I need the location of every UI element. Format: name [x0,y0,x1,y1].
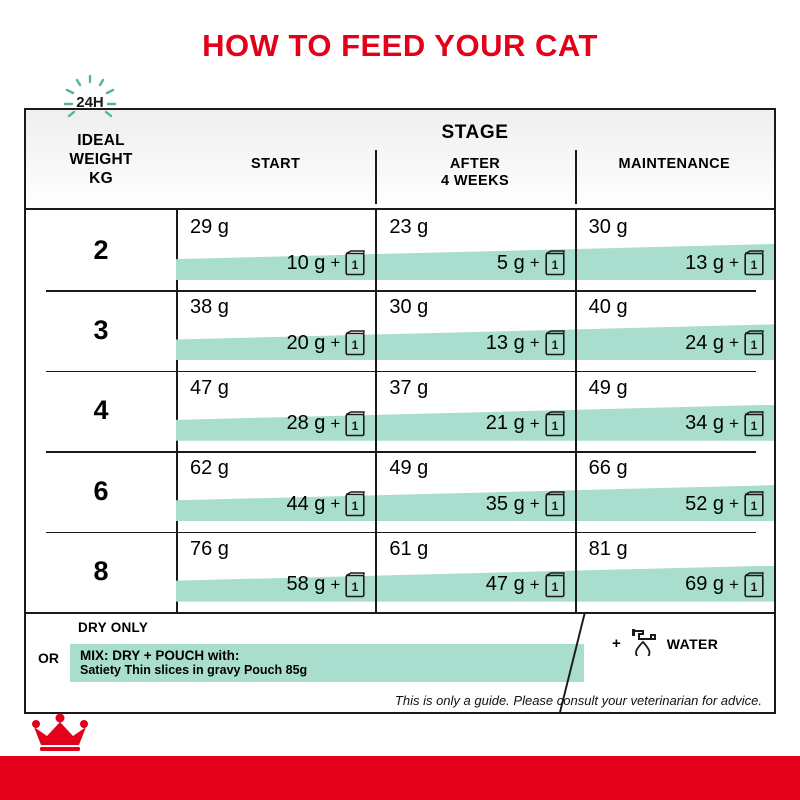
mix-amount: 13 g [485,331,525,354]
row-weight: 2 [93,234,109,265]
plus-sign: + [729,574,739,594]
plus-sign: + [529,494,540,514]
dry-amount: 30 g [588,216,628,238]
cell-after-4-weeks [375,451,574,531]
pouch-icon [345,411,365,437]
plus-sign: + [330,333,341,353]
table-footer [26,612,774,712]
mix-amount: 58 g [286,573,326,596]
royal-canin-crown-logo [28,712,92,752]
water-tap-icon [627,626,661,661]
ideal-weight-line2: WEIGHT [69,150,133,168]
water-label: WATER [666,635,719,652]
mix-amount: 35 g [485,492,525,515]
mix-amount: 44 g [286,492,326,515]
pouch-icon [744,250,764,276]
stage-col-start: START [251,156,301,172]
row-cells [176,210,774,290]
mix-instruction-band [70,644,584,682]
svg-text:1: 1 [750,418,758,433]
plus-sign: + [729,413,739,433]
dry-only-label: DRY ONLY [78,620,149,635]
cell-maintenance [575,371,774,451]
cell-after-4-weeks [375,371,574,451]
mix-instruction-line2: Satiety Thin slices in gravy Pouch 85g [80,663,308,677]
svg-text:1: 1 [750,579,758,594]
svg-text:1: 1 [750,258,758,272]
bottom-brand-bar [0,756,800,800]
pouch-icon [545,411,565,437]
feeding-table [24,108,776,714]
mix-amount: 24 g [685,331,725,354]
cell-after-4-weeks [375,532,574,612]
table-row [26,532,774,612]
pouch-icon [345,250,365,276]
clock-icon [57,74,123,120]
ideal-weight-line3: KG [89,169,113,187]
table-row [26,451,774,531]
page-title: HOW TO FEED YOUR CAT [202,28,598,63]
cell-maintenance [575,290,774,370]
plus-sign: + [330,574,341,594]
dry-amount: 49 g [389,457,429,480]
mix-amount: 21 g [485,412,525,435]
pouch-icon [545,250,565,276]
dry-amount: 66 g [588,457,628,480]
dry-amount: 29 g [190,216,229,238]
svg-text:1: 1 [551,258,558,272]
cell-after-4-weeks [375,290,574,370]
plus-sign: + [330,253,341,272]
dry-amount: 30 g [389,296,429,319]
svg-text:1: 1 [551,338,558,353]
dry-amount: 62 g [190,457,229,480]
plus-sign: + [729,253,739,272]
table-row [26,371,774,451]
dry-amount: 76 g [190,537,229,560]
mix-amount-group [286,250,365,276]
dry-amount: 37 g [389,376,429,399]
water-group [612,626,718,661]
mix-instruction-line1: MIX: DRY + POUCH with: [80,648,240,663]
svg-text:1: 1 [351,499,359,514]
row-cells [176,371,774,451]
plus-sign: + [529,333,540,353]
guide-note: This is only a guide. Please consult your veterinarian for advice. [394,693,762,708]
cell-start [176,451,375,531]
stage-col-maintenance: MAINTENANCE [575,156,774,190]
svg-text:1: 1 [551,579,558,594]
row-cells [176,290,774,370]
mix-amount-group [486,411,565,437]
badge-label: 24H [76,94,104,111]
dry-amount: 47 g [190,376,229,399]
pouch-icon [744,411,764,437]
row-weight: 4 [93,395,109,426]
stage-header: STAGE [441,122,509,143]
mix-amount-group [497,250,565,276]
after-4-weeks-line1: AFTER [449,156,501,172]
svg-text:1: 1 [351,258,359,272]
table-row [26,210,774,290]
mix-amount: 13 g [685,251,725,274]
mix-amount-group [685,330,764,356]
plus-sign: + [330,413,341,433]
cell-maintenance [575,451,774,531]
24h-badge [57,74,123,120]
mix-amount-group [685,411,764,437]
ideal-weight-header [26,110,176,208]
plus-sign: + [529,413,540,433]
ideal-weight-line1: IDEAL [77,131,125,149]
mix-amount: 34 g [685,412,725,435]
dry-amount: 49 g [588,376,628,399]
water-plus-sign: + [612,635,621,652]
svg-text:1: 1 [351,579,359,594]
row-weight: 3 [93,315,109,346]
stage-header-group [176,110,774,208]
svg-text:1: 1 [551,418,558,433]
row-cells [176,532,774,612]
plus-sign: + [529,253,540,272]
mix-amount-group [685,250,764,276]
svg-text:1: 1 [351,338,359,353]
plus-sign: + [729,333,739,353]
mix-amount-group [685,572,764,598]
svg-text:1: 1 [750,499,758,514]
cell-maintenance [575,532,774,612]
stage-column-headers [176,156,774,190]
dry-amount: 38 g [190,296,229,319]
svg-text:1: 1 [750,338,758,353]
cell-start [176,210,375,290]
cell-after-4-weeks [375,210,574,290]
pouch-icon [345,572,365,598]
mix-amount: 69 g [685,573,725,596]
row-cells [176,451,774,531]
mix-amount-group [486,330,565,356]
mix-amount-group [486,491,565,517]
pouch-icon [345,491,365,517]
pouch-icon [744,330,764,356]
plus-sign: + [529,574,540,594]
stage-col-after-4-weeks [375,156,574,190]
pouch-icon [744,491,764,517]
mix-amount-group [286,491,365,517]
mix-amount: 47 g [485,573,525,596]
mix-amount: 52 g [685,492,725,515]
or-label: OR [38,650,59,666]
cell-maintenance [575,210,774,290]
mix-amount: 5 g [496,251,525,274]
pouch-icon [545,572,565,598]
svg-text:1: 1 [351,418,359,433]
mix-amount-group [685,491,764,517]
cell-start [176,290,375,370]
pouch-icon [545,491,565,517]
mix-amount: 20 g [286,331,326,354]
svg-text:1: 1 [551,499,558,514]
dry-amount: 81 g [588,537,628,560]
mix-amount-group [486,572,565,598]
cell-start [176,371,375,451]
table-header [26,110,774,210]
dry-amount: 23 g [389,216,429,238]
pouch-icon [744,572,764,598]
table-body [26,210,774,612]
after-4-weeks-line2: 4 WEEKS [440,173,510,189]
mix-amount: 28 g [286,412,326,435]
plus-sign: + [330,494,341,514]
mix-amount: 10 g [286,251,326,274]
pouch-icon [545,330,565,356]
dry-amount: 61 g [389,537,429,560]
pouch-icon [345,330,365,356]
plus-sign: + [729,494,739,514]
table-row [26,290,774,370]
mix-amount-group [286,572,365,598]
mix-amount-group [286,411,365,437]
row-weight: 8 [93,556,109,587]
dry-amount: 40 g [588,296,628,319]
cell-start [176,532,375,612]
mix-amount-group [286,330,365,356]
row-weight: 6 [93,475,109,506]
